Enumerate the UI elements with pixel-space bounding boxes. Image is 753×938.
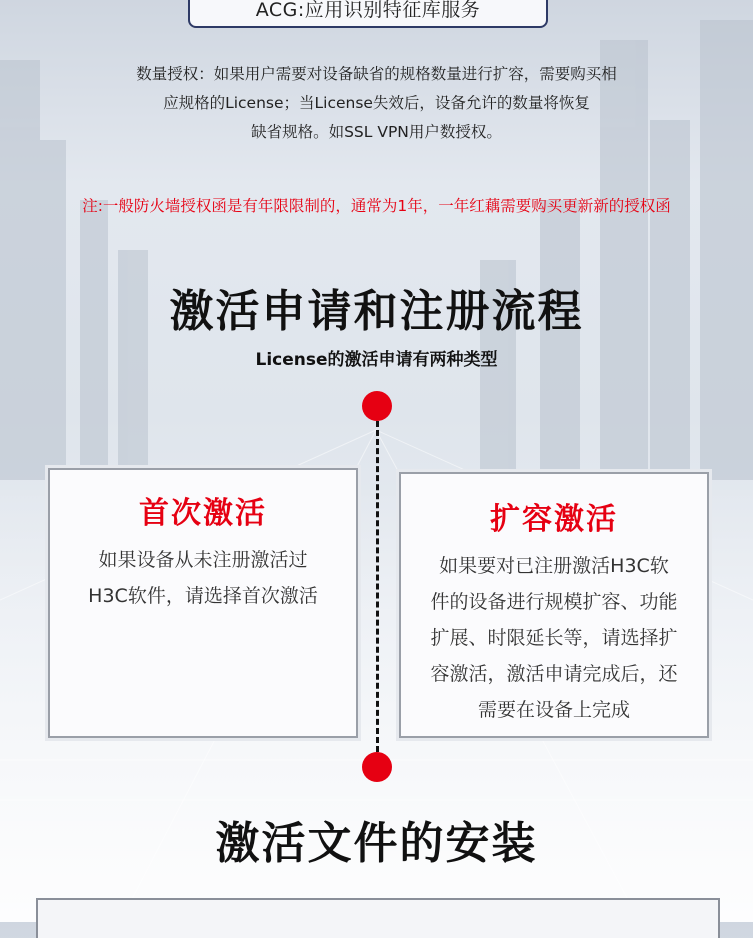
- header-tab: [188, 0, 548, 28]
- section-title-activation: 激活申请和注册流程: [169, 286, 584, 337]
- expansion-activation-card: [399, 472, 709, 738]
- card-title: 首次激活: [139, 496, 267, 531]
- intro-paragraph: [70, 60, 683, 147]
- card-body: [50, 542, 356, 614]
- card-line: 如果设备从未注册激活过: [98, 549, 308, 571]
- timeline-dot-bottom: [362, 752, 392, 782]
- card-title: 扩容激活: [490, 502, 618, 537]
- card-line: 需要在设备上完成: [477, 699, 630, 721]
- timeline-dot-top: [362, 391, 392, 421]
- intro-line: 应规格的License；当License失效后，设备允许的数量将恢复: [163, 94, 590, 112]
- section-title-install: 激活文件的安装: [215, 818, 538, 869]
- intro-line: 缺省规格。如SSL VPN用户数授权。: [251, 123, 502, 141]
- timeline-dashed-line: [376, 421, 379, 752]
- card-line: 扩展、时限延长等，请选择扩: [430, 627, 678, 649]
- card-line: 容激活，激活申请完成后，还: [430, 663, 678, 685]
- card-body: [401, 548, 707, 728]
- card-line: 如果要对已注册激活H3C软: [439, 555, 669, 577]
- card-line: 件的设备进行规模扩容、功能: [430, 591, 678, 613]
- header-tab-label: ACG:应用识别特征库服务: [255, 0, 481, 21]
- section-subtitle-activation: License的激活申请有两种类型: [255, 350, 498, 370]
- intro-line: 数量授权：如果用户需要对设备缺省的规格数量进行扩容，需要购买相: [136, 65, 617, 83]
- card-line: H3C软件，请选择首次激活: [88, 585, 318, 607]
- install-content-box: [36, 898, 720, 938]
- license-note: 注:一般防火墙授权函是有年限限制的，通常为1年，一年红藕需要购买更新新的授权函: [82, 197, 671, 215]
- first-activation-card: [48, 468, 358, 738]
